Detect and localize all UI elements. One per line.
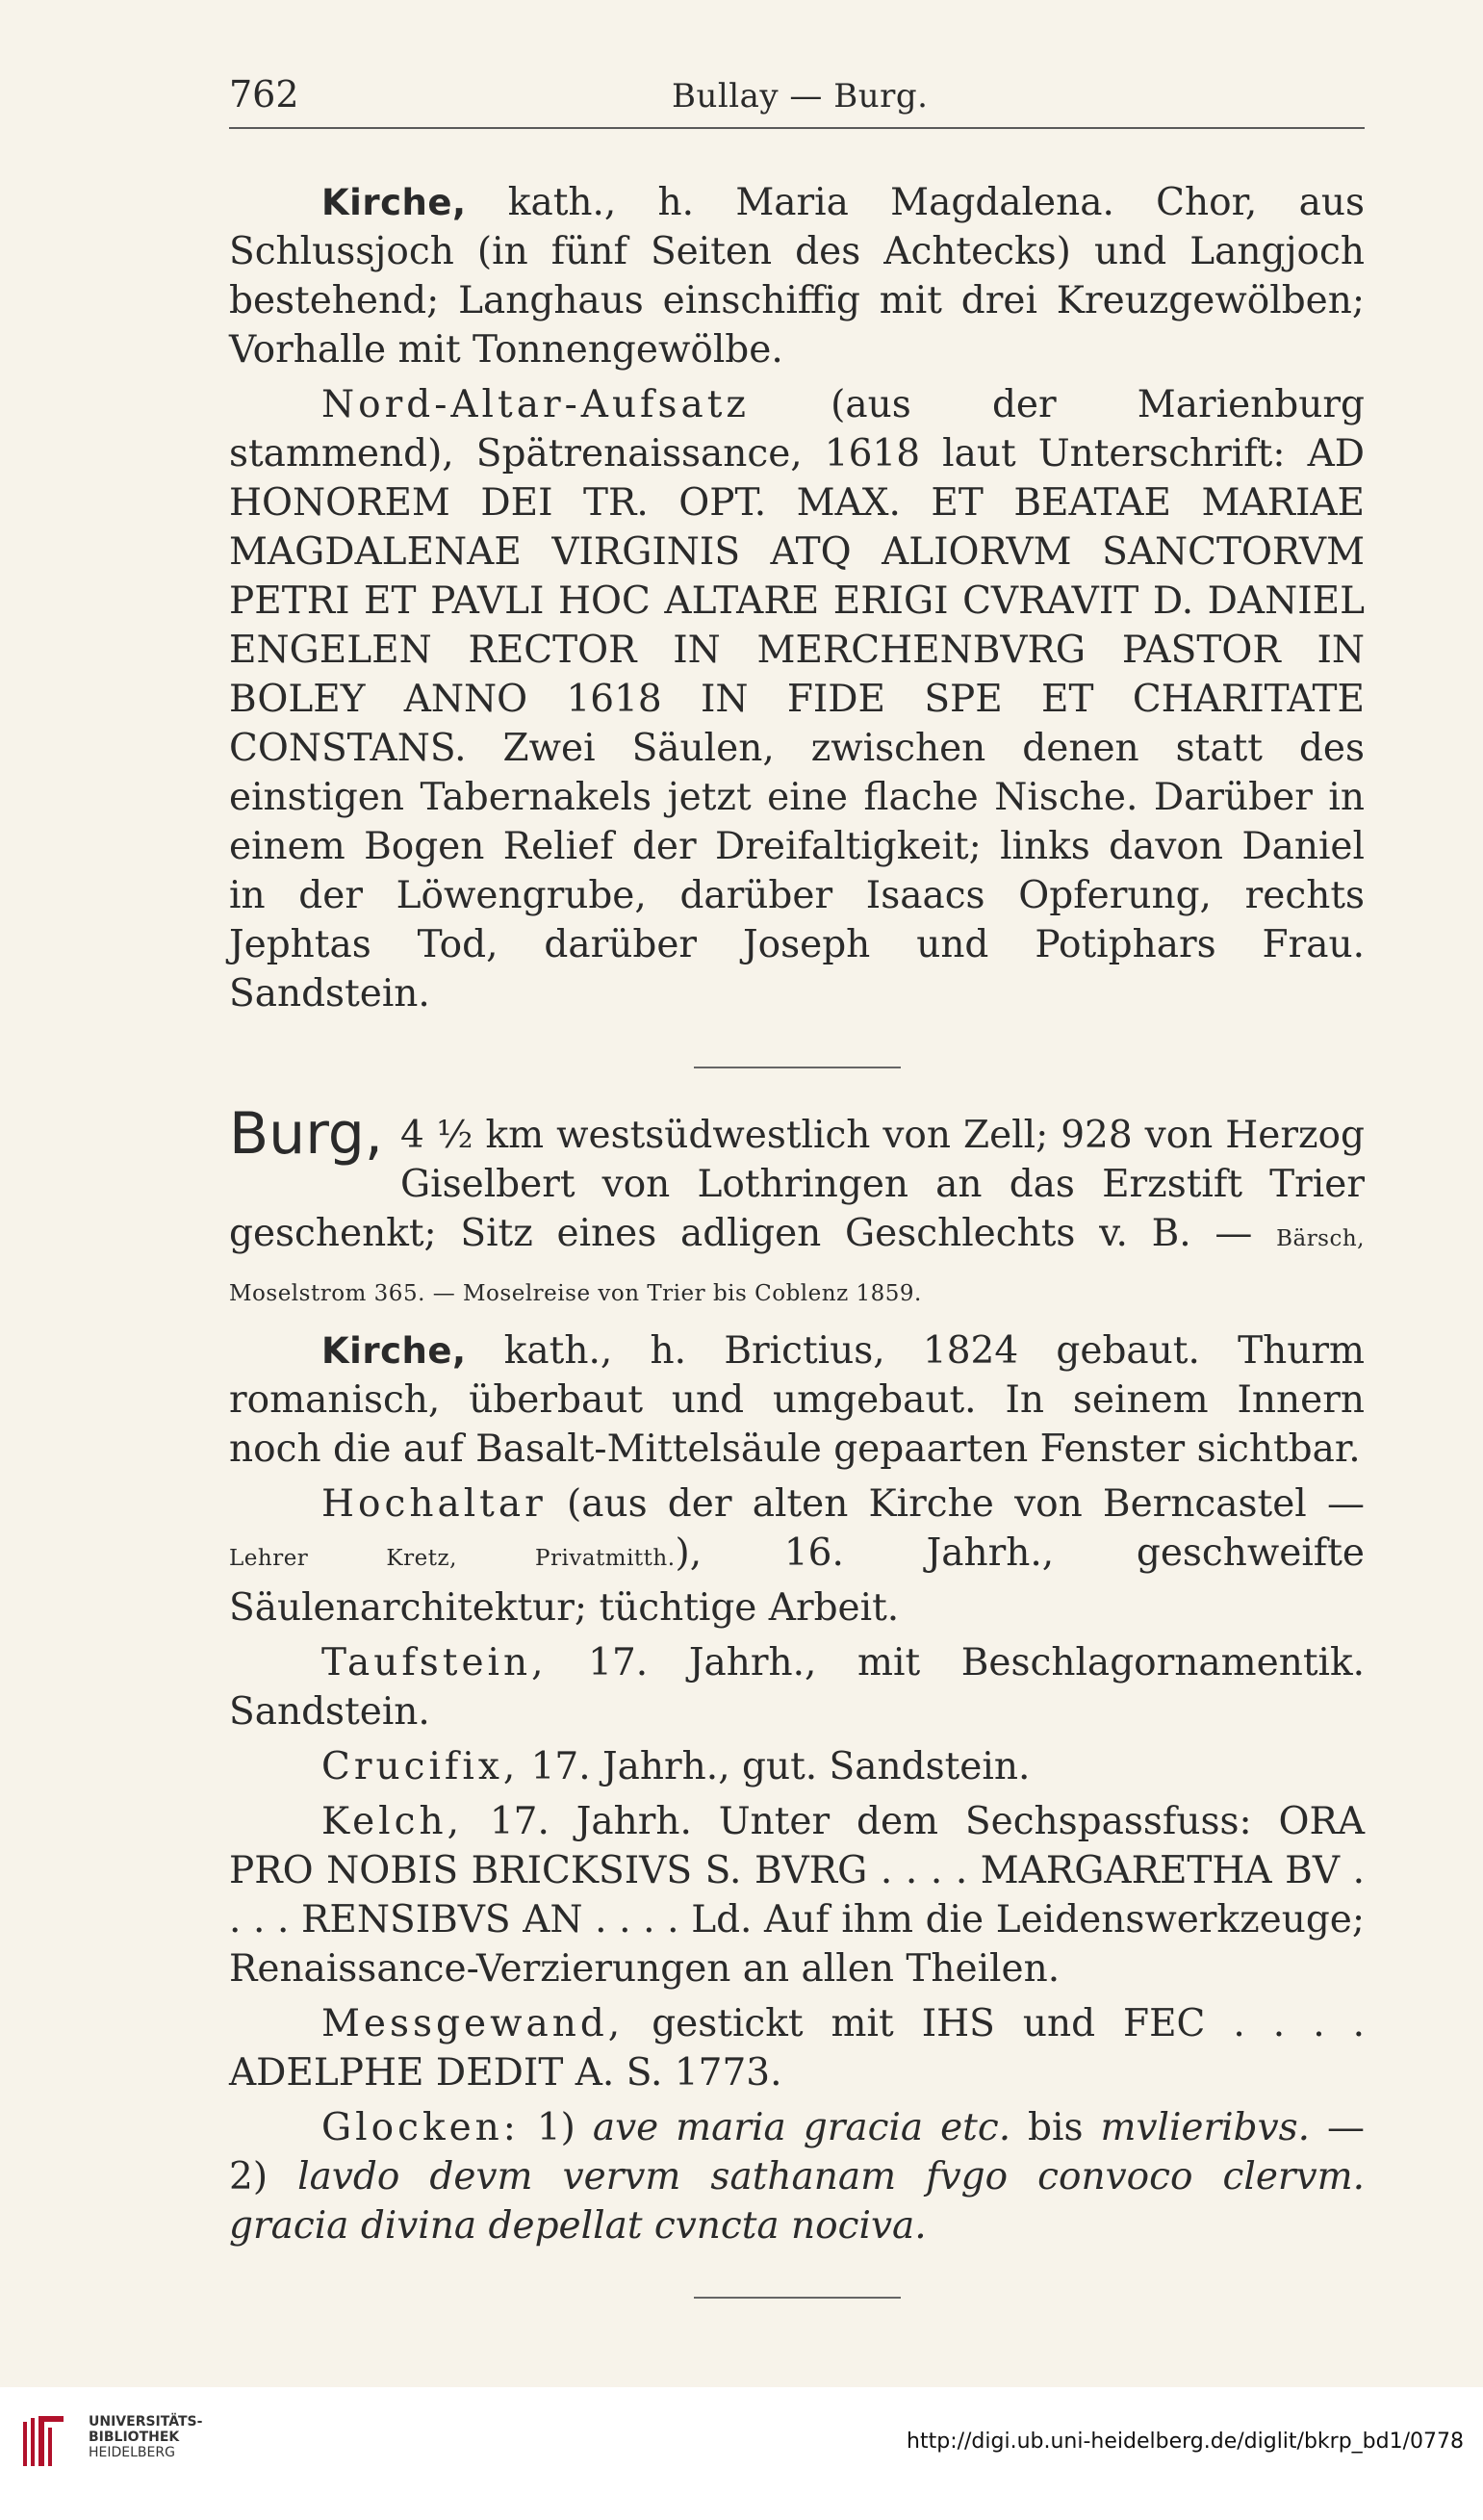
paragraph-text: gestickt mit IHS und FEC . . . . ADELPHE DEDIT A. S. 1773. bbox=[229, 2002, 1365, 2095]
paragraph-text: 17. Jahrh. Unter dem Sechspassfuss: ORA PRO NOBIS BRICKSIVS S. BVRG . . . . MARGARETHA BV . . . . RENSIBVS AN . . . . Ld. Auf ihm die Leidenswerkzeuge; Renaissance-Verzierungen an allen Theilen. bbox=[229, 1800, 1365, 1991]
burg-intro-text: 4 ½ km westsüdwestlich von Zell; 928 von Herzog Giselbert von Lothringen an das Erzstift Trier geschenkt; Sitz eines adligen Geschlechts v. B. — bbox=[229, 1114, 1365, 1255]
paragraph-hochaltar bbox=[229, 1479, 1365, 1633]
library-name bbox=[89, 2414, 202, 2460]
paragraph-taufstein bbox=[229, 1638, 1365, 1736]
paragraph-text: (aus der alten Kirche von Berncastel — bbox=[546, 1482, 1365, 1526]
entry-heading-kirche: Kirche, bbox=[321, 182, 467, 223]
section-divider bbox=[694, 2297, 901, 2299]
entry-lead-hochaltar: Hochaltar bbox=[321, 1482, 547, 1526]
header-rule bbox=[229, 127, 1365, 129]
library-name-line: UNIVERSITÄTS- bbox=[89, 2414, 203, 2430]
paragraph-messgewand bbox=[229, 1999, 1365, 2097]
running-title: Bullay — Burg. bbox=[672, 77, 929, 116]
paragraph-crucifix bbox=[229, 1742, 1365, 1791]
section-divider bbox=[694, 1067, 901, 1068]
paragraph-text: — 2) bbox=[229, 2106, 1365, 2199]
library-logo-icon bbox=[19, 2412, 71, 2472]
paragraph-text: ), 16. Jahrh., geschweifte Säulenarchitektur; tüchtige Arbeit. bbox=[229, 1531, 1365, 1630]
paragraph-text: bis bbox=[1010, 2106, 1101, 2149]
source-reference: Lehrer Kretz, Privatmitth. bbox=[229, 1546, 676, 1571]
paragraph-text: 1) bbox=[519, 2106, 593, 2149]
bibliographic-reference: Bärsch, Moselstrom 365. — Moselreise von Trier bis Coblenz 1859. bbox=[229, 1226, 1365, 1306]
page-number: 762 bbox=[229, 73, 299, 116]
bell-inscription: lavdo devm vervm sathanam fvgo convoco clervm. gracia divina depellat cvncta nociva. bbox=[229, 2155, 1365, 2248]
entry-lead-crucifix: Crucifix, bbox=[321, 1745, 520, 1788]
paragraph-kelch bbox=[229, 1797, 1365, 1993]
paragraph-kirche-bullay bbox=[229, 178, 1365, 374]
entry-lead-taufstein: Taufstein, bbox=[321, 1641, 548, 1684]
bell-inscription: ave maria gracia etc. bbox=[592, 2106, 1011, 2149]
source-url-link[interactable]: http://digi.ub.uni-heidelberg.de/diglit/bkrp_bd1/0778 bbox=[907, 2430, 1464, 2454]
entry-burg bbox=[229, 1100, 1365, 1319]
entry-lead-messgewand: Messgewand, bbox=[321, 2002, 625, 2045]
paragraph-nord-altar bbox=[229, 380, 1365, 1018]
page-content bbox=[229, 178, 1365, 2299]
entry-heading-kirche: Kirche, bbox=[321, 1330, 467, 1372]
paragraph-text: 17. Jahrh., gut. Sandstein. bbox=[519, 1745, 1031, 1788]
paragraph-glocken bbox=[229, 2103, 1365, 2250]
paragraph-text: kath., h. Brictius, 1824 gebaut. Thurm romanisch, überbaut und umgebaut. In seinem Innern noch die auf Basalt-Mittelsäule gepaarten Fenster sichtbar. bbox=[229, 1329, 1365, 1471]
paragraph-kirche-burg bbox=[229, 1326, 1365, 1474]
paragraph-text: kath., h. Maria Magdalena. Chor, aus Schlussjoch (in fünf Seiten des Achtecks) und Langjoch bestehend; Langhaus einschiffig mit drei Kreuzgewölben; Vorhalle mit Tonnengewölbe. bbox=[229, 181, 1365, 372]
paragraph-text: (aus der Marienburg stammend), Spätrenaissance, 1618 laut Unterschrift: AD HONOREM DEI TR. OPT. MAX. ET BEATAE MARIAE MAGDALENAE VIRGINIS ATQ ALIORVM SANCTORVM PETRI ET PAVLI HOC ALTARE ERIGI CVRAVIT D. DANIEL ENGELEN RECTOR IN MERCHENBVRG PASTOR IN BOLEY ANNO 1618 IN FIDE SPE ET CHARITATE CONSTANS. Zwei Säulen, zwischen denen statt des einstigen Tabernakels jetzt eine flache Nische. Darüber in einem Bogen Relief der Dreifaltigkeit; links davon Daniel in der Löwengrube, darüber Isaacs Opferung, rechts Jephtas Tod, darüber Joseph und Potiphars Frau. Sandstein. bbox=[229, 383, 1365, 1016]
entry-lead-nord-altar: Nord-Altar-Aufsatz bbox=[321, 383, 750, 426]
page-header bbox=[229, 67, 1365, 125]
library-name-line: HEIDELBERG bbox=[89, 2445, 175, 2460]
entry-lead-kelch: Kelch, bbox=[321, 1800, 463, 1843]
entry-lead-glocken: Glocken: bbox=[321, 2106, 520, 2149]
paragraph-text: 17. Jahrh., mit Beschlagornamentik. Sandstein. bbox=[229, 1641, 1365, 1734]
page-footer bbox=[0, 2387, 1483, 2520]
library-name-line: BIBLIOTHEK bbox=[89, 2430, 180, 2445]
bell-inscription: mvlieribvs. bbox=[1100, 2106, 1311, 2149]
place-heading-burg: Burg, bbox=[229, 1100, 383, 1168]
